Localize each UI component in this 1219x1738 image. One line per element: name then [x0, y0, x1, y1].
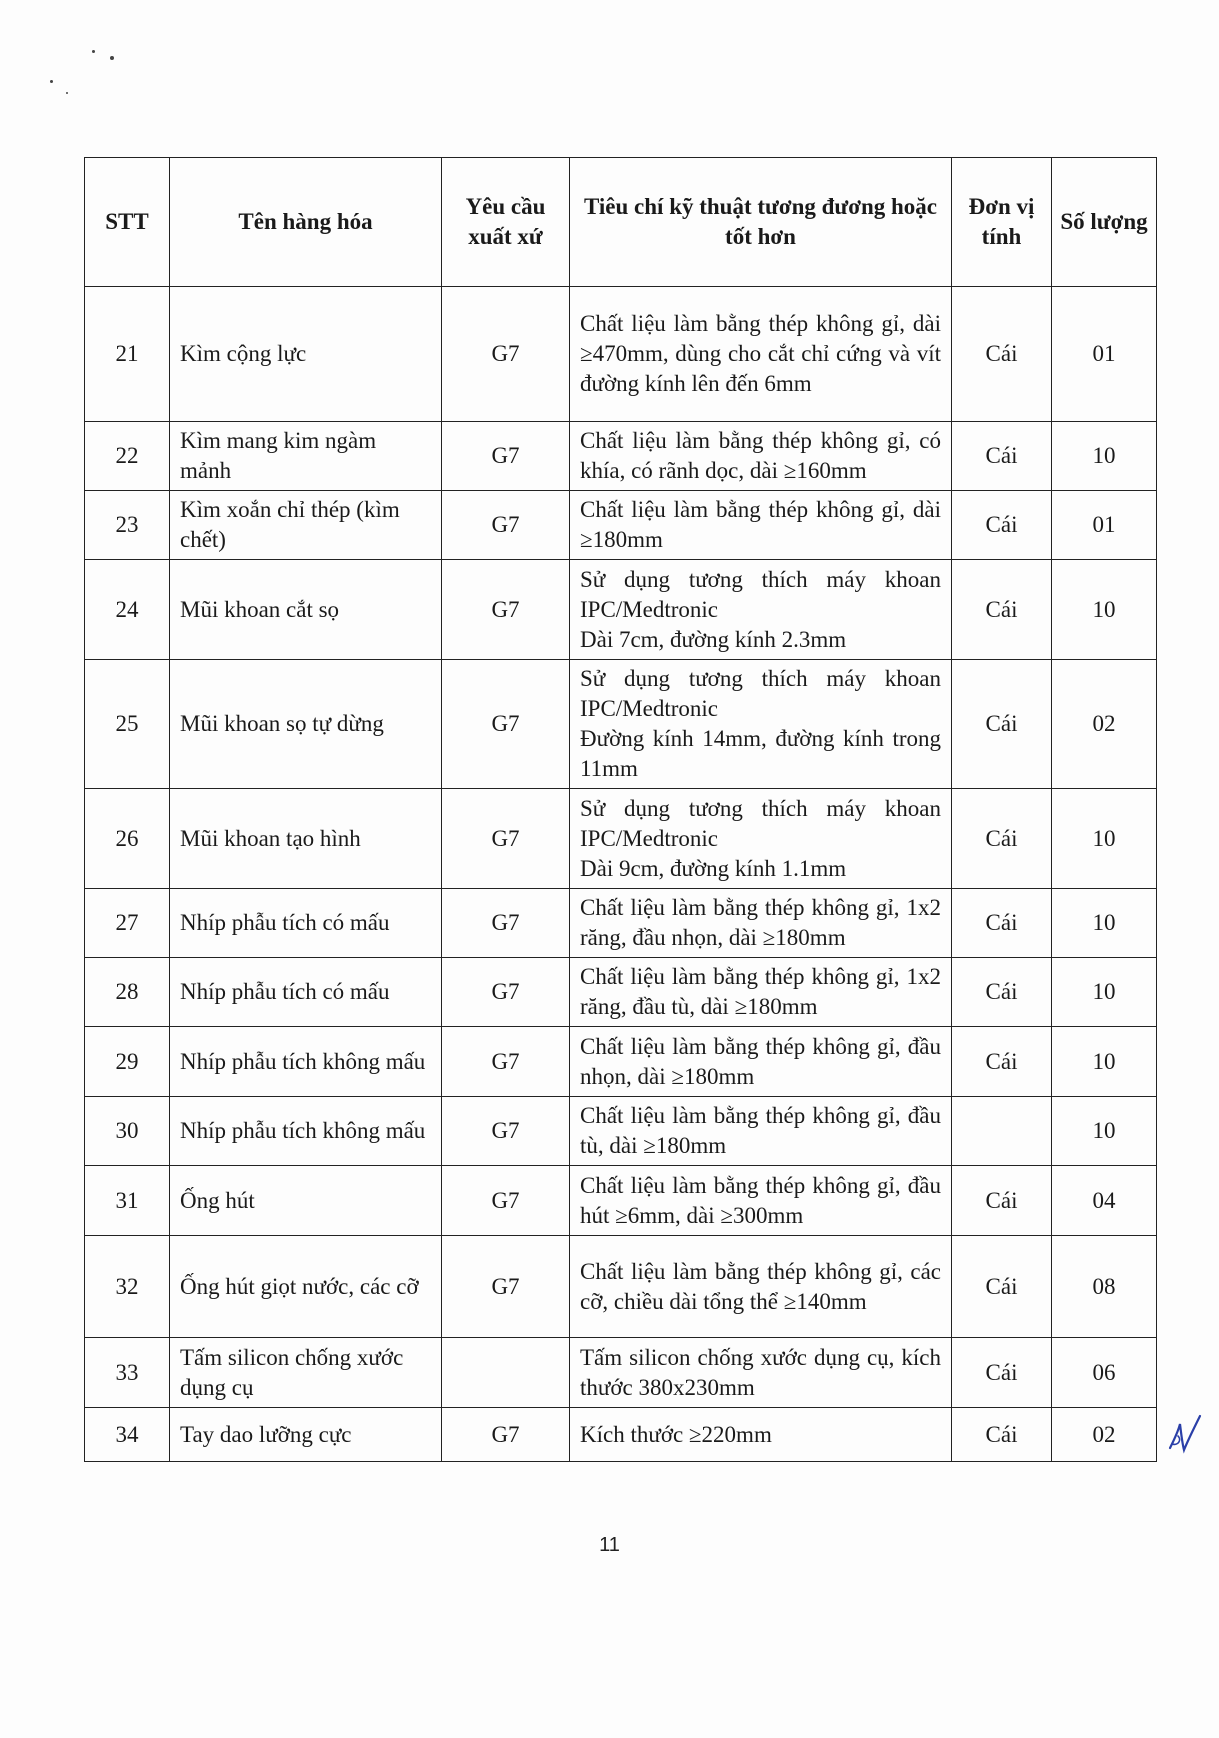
table-row [85, 1166, 1157, 1236]
cell-spec [570, 560, 952, 660]
cell-origin: G7 [442, 1408, 570, 1462]
cell-spec [570, 1338, 952, 1408]
scan-speck [110, 56, 114, 60]
spec-line: Chất liệu làm bằng thép không gỉ, đầu nhọn, dài ≥180mm [580, 1033, 941, 1089]
cell-name: Nhíp phẫu tích có mấu [170, 958, 442, 1027]
table-row [85, 958, 1157, 1027]
table-row [85, 1027, 1157, 1097]
cell-name: Kìm mang kim ngàm mảnh [170, 422, 442, 491]
cell-unit: Cái [952, 1027, 1052, 1097]
table-row [85, 1338, 1157, 1408]
cell-stt: 24 [85, 560, 170, 660]
cell-stt: 33 [85, 1338, 170, 1408]
spec-line: Dài 9cm, đường kính 1.1mm [580, 855, 847, 881]
spec-line: Chất liệu làm bằng thép không gỉ, đầu hút ≥6mm, dài ≥300mm [580, 1172, 941, 1228]
cell-name: Kìm cộng lực [170, 287, 442, 422]
cell-spec [570, 1408, 952, 1462]
cell-origin: G7 [442, 789, 570, 889]
spec-line: Chất liệu làm bằng thép không gỉ, các cỡ, chiều dài tổng thể ≥140mm [580, 1258, 941, 1314]
cell-unit: Cái [952, 422, 1052, 491]
cell-unit: Cái [952, 1338, 1052, 1408]
cell-spec [570, 789, 952, 889]
cell-spec [570, 1236, 952, 1338]
cell-name: Tay dao lưỡng cực [170, 1408, 442, 1462]
table-row [85, 1236, 1157, 1338]
specification-table-wrapper [84, 157, 1156, 1462]
header-unit: Đơn vị tính [952, 158, 1052, 287]
cell-origin [442, 1338, 570, 1408]
cell-name: Nhíp phẫu tích có mấu [170, 889, 442, 958]
cell-qty: 04 [1052, 1166, 1157, 1236]
table-body [85, 287, 1157, 1462]
spec-line: Tấm silicon chống xước dụng cụ, kích thước 380x230mm [580, 1344, 941, 1400]
cell-unit: Cái [952, 560, 1052, 660]
cell-qty: 10 [1052, 560, 1157, 660]
cell-unit: Cái [952, 660, 1052, 789]
cell-unit: Cái [952, 287, 1052, 422]
cell-stt: 22 [85, 422, 170, 491]
cell-spec [570, 660, 952, 789]
header-origin: Yêu cầu xuất xứ [442, 158, 570, 287]
cell-stt: 32 [85, 1236, 170, 1338]
signature-mark [1164, 1410, 1204, 1458]
spec-line: Kích thước ≥220mm [580, 1421, 772, 1447]
spec-line: Chất liệu làm bằng thép không gỉ, đầu tù, dài ≥180mm [580, 1103, 941, 1158]
cell-origin: G7 [442, 491, 570, 560]
cell-unit: Cái [952, 1236, 1052, 1338]
cell-qty: 10 [1052, 1027, 1157, 1097]
cell-name: Kìm xoắn chỉ thép (kìm chết) [170, 491, 442, 560]
spec-line: Sử dụng tương thích máy khoan IPC/Medtronic [580, 566, 941, 622]
header-qty: Số lượng [1052, 158, 1157, 287]
cell-unit: Cái [952, 1408, 1052, 1462]
cell-stt: 28 [85, 958, 170, 1027]
cell-origin: G7 [442, 889, 570, 958]
cell-unit: Cái [952, 958, 1052, 1027]
cell-origin: G7 [442, 958, 570, 1027]
cell-name: Ống hút [170, 1166, 442, 1236]
table-row [85, 660, 1157, 789]
cell-unit: Cái [952, 1166, 1052, 1236]
cell-qty: 02 [1052, 660, 1157, 789]
cell-spec [570, 1027, 952, 1097]
spec-line: Đường kính 14mm, đường kính trong 11mm [580, 726, 941, 781]
table-row [85, 889, 1157, 958]
cell-name: Mũi khoan cắt sọ [170, 560, 442, 660]
cell-spec [570, 1166, 952, 1236]
cell-origin: G7 [442, 287, 570, 422]
scan-speck [66, 92, 68, 94]
cell-name: Nhíp phẫu tích không mấu [170, 1097, 442, 1166]
cell-origin: G7 [442, 1097, 570, 1166]
cell-qty: 06 [1052, 1338, 1157, 1408]
cell-name: Tấm silicon chống xước dụng cụ [170, 1338, 442, 1408]
spec-line: Sử dụng tương thích máy khoan IPC/Medtronic [580, 795, 941, 851]
cell-unit: Cái [952, 789, 1052, 889]
cell-spec [570, 1097, 952, 1166]
cell-qty: 10 [1052, 789, 1157, 889]
cell-stt: 27 [85, 889, 170, 958]
cell-qty: 01 [1052, 287, 1157, 422]
cell-stt: 21 [85, 287, 170, 422]
cell-spec [570, 958, 952, 1027]
spec-line: Chất liệu làm bằng thép không gỉ, 1x2 răng, đầu nhọn, dài ≥180mm [580, 895, 941, 950]
spec-line: Chất liệu làm bằng thép không gỉ, dài ≥180mm [580, 497, 941, 552]
table-row [85, 1097, 1157, 1166]
cell-qty: 10 [1052, 958, 1157, 1027]
cell-stt: 34 [85, 1408, 170, 1462]
scan-speck [50, 80, 53, 83]
cell-unit: Cái [952, 491, 1052, 560]
cell-origin: G7 [442, 1027, 570, 1097]
cell-spec [570, 287, 952, 422]
header-name: Tên hàng hóa [170, 158, 442, 287]
cell-origin: G7 [442, 660, 570, 789]
table-row [85, 789, 1157, 889]
scan-speck [92, 50, 95, 53]
cell-name: Mũi khoan tạo hình [170, 789, 442, 889]
cell-stt: 23 [85, 491, 170, 560]
cell-stt: 30 [85, 1097, 170, 1166]
cell-name: Nhíp phẫu tích không mấu [170, 1027, 442, 1097]
cell-name: Mũi khoan sọ tự dừng [170, 660, 442, 789]
cell-origin: G7 [442, 560, 570, 660]
header-stt: STT [85, 158, 170, 287]
cell-spec [570, 491, 952, 560]
table-header-row [85, 158, 1157, 287]
cell-qty: 10 [1052, 422, 1157, 491]
cell-name: Ống hút giọt nước, các cỡ [170, 1236, 442, 1338]
cell-spec [570, 422, 952, 491]
spec-line: Sử dụng tương thích máy khoan IPC/Medtronic [580, 666, 941, 721]
cell-qty: 10 [1052, 889, 1157, 958]
cell-qty: 10 [1052, 1097, 1157, 1166]
header-spec: Tiêu chí kỹ thuật tương đương hoặc tốt hơn [570, 158, 952, 287]
table-row [85, 287, 1157, 422]
cell-unit [952, 1097, 1052, 1166]
cell-origin: G7 [442, 1166, 570, 1236]
cell-qty: 02 [1052, 1408, 1157, 1462]
spec-line: Chất liệu làm bằng thép không gỉ, có khía, có rãnh dọc, dài ≥160mm [580, 428, 941, 483]
table-row [85, 491, 1157, 560]
spec-line: Chất liệu làm bằng thép không gỉ, dài ≥470mm, dùng cho cắt chỉ cứng và vít đường kính lên đến 6mm [580, 311, 941, 396]
cell-unit: Cái [952, 889, 1052, 958]
table-row [85, 560, 1157, 660]
cell-stt: 26 [85, 789, 170, 889]
cell-stt: 31 [85, 1166, 170, 1236]
page-number: 11 [599, 1534, 620, 1556]
cell-spec [570, 889, 952, 958]
spec-line: Dài 7cm, đường kính 2.3mm [580, 626, 847, 652]
cell-qty: 08 [1052, 1236, 1157, 1338]
table-row [85, 1408, 1157, 1462]
cell-qty: 01 [1052, 491, 1157, 560]
spec-line: Chất liệu làm bằng thép không gỉ, 1x2 răng, đầu tù, dài ≥180mm [580, 964, 941, 1019]
cell-origin: G7 [442, 422, 570, 491]
specification-table [84, 157, 1157, 1462]
cell-stt: 29 [85, 1027, 170, 1097]
cell-stt: 25 [85, 660, 170, 789]
cell-origin: G7 [442, 1236, 570, 1338]
table-row [85, 422, 1157, 491]
